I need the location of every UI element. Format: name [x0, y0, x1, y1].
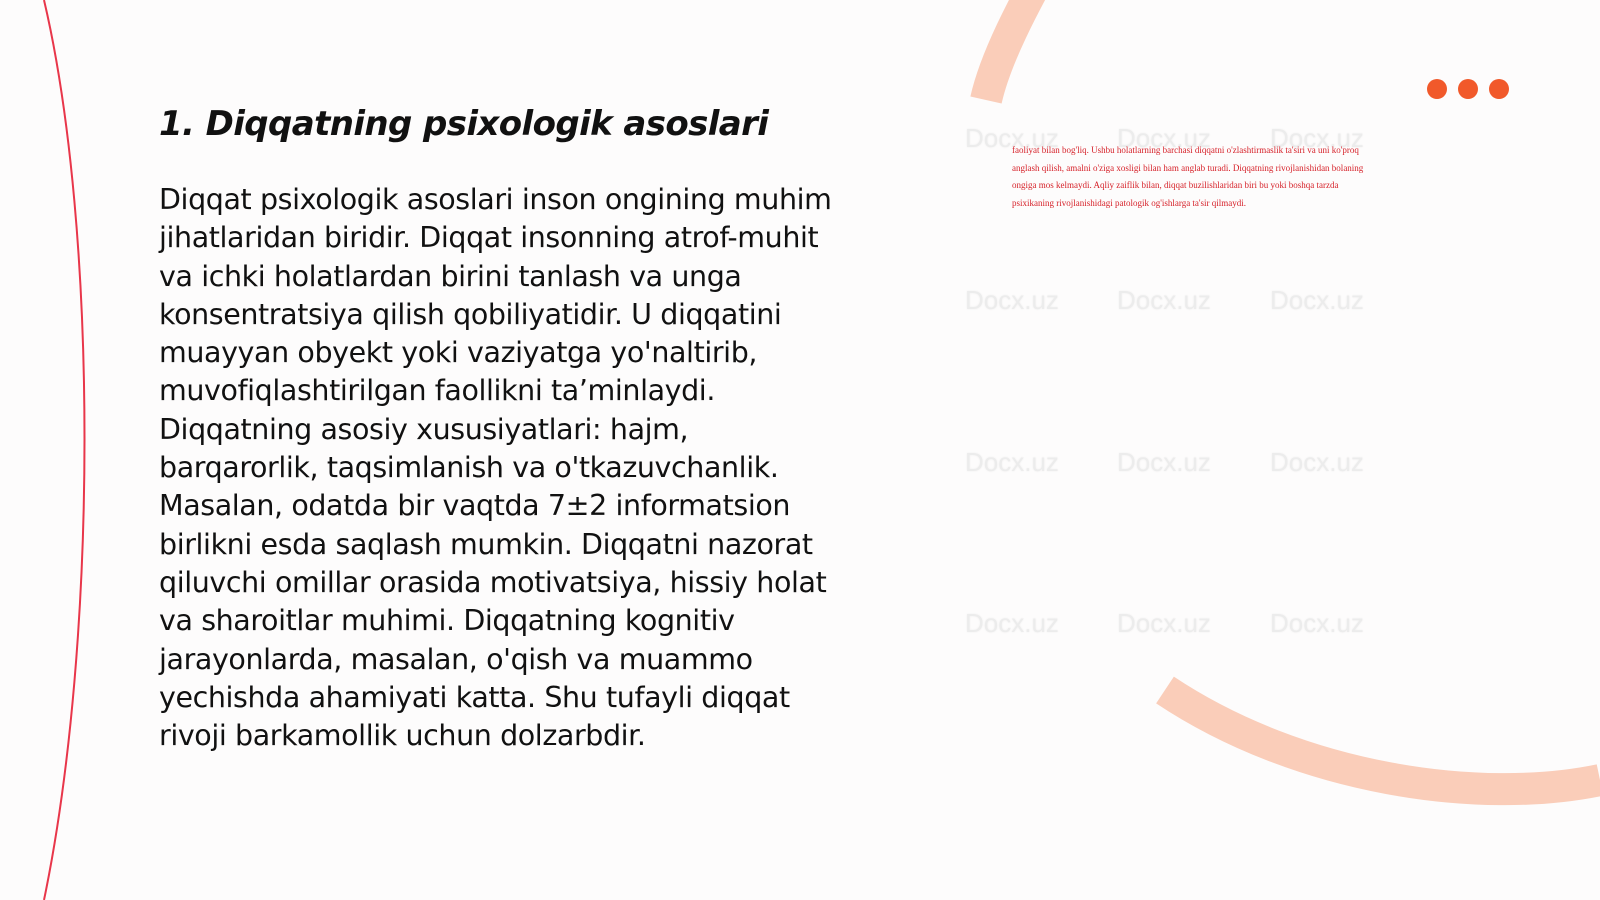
watermark: Docx.uz: [965, 447, 1059, 477]
watermark: Docx.uz: [1270, 447, 1364, 477]
watermark: Docx.uz: [965, 608, 1059, 638]
watermark: Docx.uz: [1117, 447, 1211, 477]
top-arc: [986, 0, 1060, 100]
watermark: Docx.uz: [965, 123, 1059, 153]
left-curve-line: [44, 0, 85, 900]
dots-menu: [1427, 79, 1509, 99]
watermark: Docx.uz: [1270, 285, 1364, 315]
preview-snippet: faoliyat bilan bog'liq. Ushbu holatlarning barchasi diqqatni o'zlashtirmaslik ta'siri va uni ko'proq anglash qilish, amalni o'ziga xosligi bilan ham anglab turadi. Diqqatning rivojlanishidan bolaning ongiga mos kelmaydi. Aqliy zaiflik bilan, diqqat buzilishlaridan biri bu yoki boshqa tarzda psixikaning rivojlanishidagi patologik og'ishlarga ta'sir qilmaydi.: [1012, 145, 1364, 208]
dot-icon: [1427, 79, 1447, 99]
watermark: Docx.uz: [1270, 123, 1364, 153]
dot-icon: [1458, 79, 1478, 99]
body-paragraph: Diqqat psixologik asoslari inson ongining muhim jihatlaridan biridir. Diqqat insonning atrof-muhit va ichki holatlardan birini tanlash va unga konsentratsiya qilish qobiliyatidir. U diqqatini muayyan obyekt yoki vaziyatga yo'naltirib, muvofiqlashtirilgan faollikni ta’minlaydi. Diqqatning asosiy xususiyatlari: hajm, barqarorlik, taqsimlanish va o'tkazuvchanlik. Masalan, odatda bir vaqtda 7±2 informatsion birlikni esda saqlash mumkin. Diqqatni nazorat qiluvchi omillar orasida motivatsiya, hissiy holat va sharoitlar muhimi. Diqqatning kognitiv jarayonlarda, masalan, o'qish va muammo yechishda ahamiyati katta. Shu tufayli diqqat rivoji barkamollik uchun dolzarbdir.: [159, 183, 832, 753]
watermark: Docx.uz: [1117, 285, 1211, 315]
watermark: Docx.uz: [1117, 123, 1211, 153]
watermark: Docx.uz: [965, 285, 1059, 315]
bottom-arc: [1165, 690, 1600, 789]
page-title: 1. Diqqatning psixologik asoslari: [159, 104, 769, 144]
watermark: Docx.uz: [1270, 608, 1364, 638]
watermark: Docx.uz: [1117, 608, 1211, 638]
dot-icon: [1489, 79, 1509, 99]
